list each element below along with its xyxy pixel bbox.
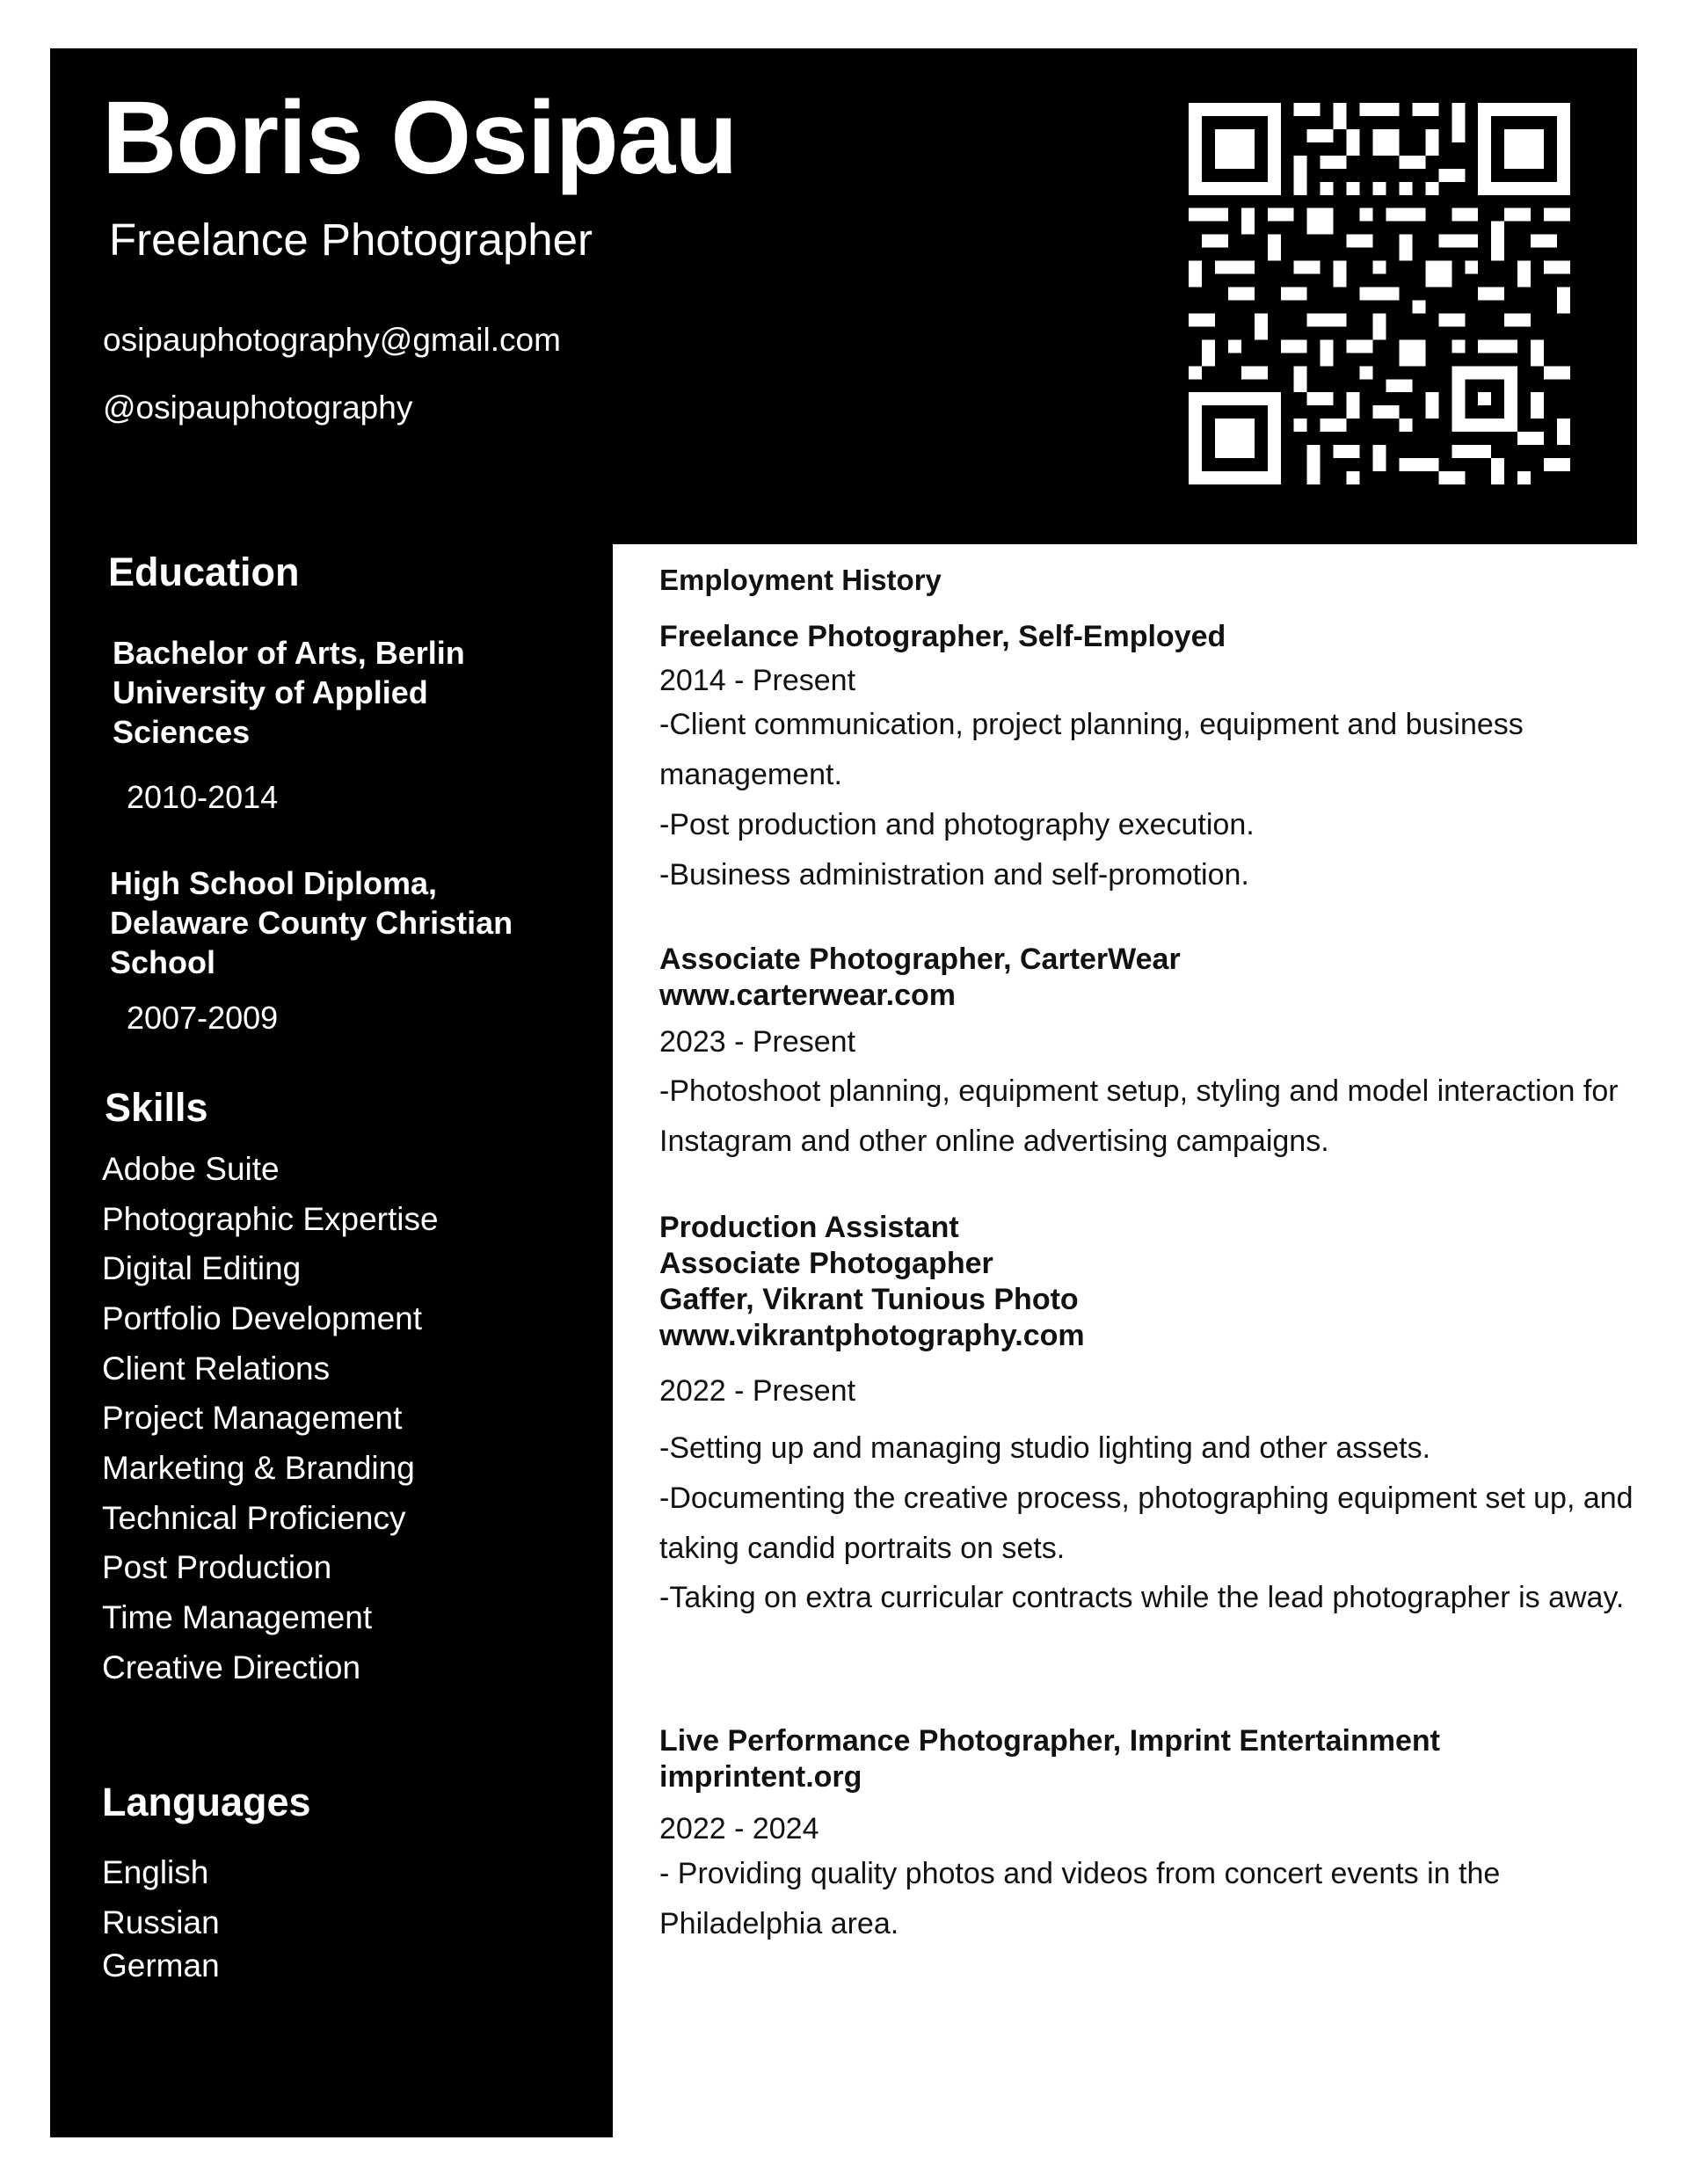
skill-item: Portfolio Development: [102, 1300, 423, 1336]
skill-item: Technical Proficiency: [102, 1500, 406, 1536]
job-website[interactable]: www.carterwear.com: [659, 979, 957, 1012]
job-title: Production Assistant: [659, 1211, 959, 1244]
social-handle[interactable]: @osipauphotography: [103, 389, 413, 426]
job-title: Gaffer, Vikrant Tunious Photo: [659, 1283, 1079, 1316]
education-degree: Bachelor of Arts, Berlin University of Applied Sciences: [113, 635, 465, 750]
education-heading: Education: [108, 550, 300, 594]
skill-item: Time Management: [102, 1599, 373, 1635]
candidate-title: Freelance Photographer: [109, 215, 593, 265]
skill-item: Client Relations: [102, 1350, 331, 1387]
job-bullet: -Setting up and managing studio lighting and other assets.: [659, 1431, 1431, 1465]
skill-item: Digital Editing: [102, 1250, 302, 1286]
email-address[interactable]: osipauphotography@gmail.com: [103, 322, 561, 358]
job-website[interactable]: www.vikrantphotography.com: [659, 1319, 1085, 1352]
job-dates: 2022 - 2024: [659, 1812, 819, 1845]
job-dates: 2014 - Present: [659, 664, 856, 697]
skill-item: Creative Direction: [102, 1649, 361, 1685]
job-bullet: -Taking on extra curricular contracts while the lead photographer is away.: [659, 1581, 1625, 1614]
qr-code-icon[interactable]: [1189, 103, 1570, 484]
education-years: 2010-2014: [127, 779, 279, 815]
job-bullet: -Documenting the creative process, photographing equipment set up, and taking candid portraits on sets.: [659, 1481, 1633, 1565]
job-title: Associate Photographer, CarterWear: [659, 943, 1181, 976]
skill-item: Marketing & Branding: [102, 1450, 415, 1486]
skills-heading: Skills: [105, 1085, 208, 1130]
skill-item: Adobe Suite: [102, 1151, 280, 1187]
education-degree: High School Diploma, Delaware County Christian School: [110, 865, 513, 980]
skill-item: Project Management: [102, 1400, 403, 1436]
job-title: Associate Photogapher: [659, 1247, 993, 1280]
job-bullet: -Business administration and self-promotion.: [659, 858, 1249, 892]
job-title: Freelance Photographer, Self-Employed: [659, 620, 1226, 653]
job-dates: 2023 - Present: [659, 1025, 856, 1059]
job-bullet: -Client communication, project planning, equipment and business management.: [659, 708, 1524, 791]
candidate-name: Boris Osipau: [102, 80, 738, 196]
job-title: Live Performance Photographer, Imprint Entertainment: [659, 1724, 1440, 1758]
job-website[interactable]: imprintent.org: [659, 1760, 862, 1794]
skill-item: Post Production: [102, 1549, 332, 1585]
job-bullet: -Post production and photography execution.: [659, 808, 1255, 841]
languages-heading: Languages: [102, 1780, 311, 1824]
job-bullet: - Providing quality photos and videos from concert events in the Philadelphia area.: [659, 1857, 1501, 1940]
employment-heading: Employment History: [659, 564, 942, 596]
education-years: 2007-2009: [127, 1000, 279, 1036]
language-item: English: [102, 1854, 209, 1890]
job-bullet: -Photoshoot planning, equipment setup, styling and model interaction for Instagram and other online advertising campaigns.: [659, 1074, 1619, 1158]
job-dates: 2022 - Present: [659, 1374, 856, 1408]
skill-item: Photographic Expertise: [102, 1201, 439, 1237]
language-item: German: [102, 1947, 220, 1984]
language-item: Russian: [102, 1904, 220, 1940]
